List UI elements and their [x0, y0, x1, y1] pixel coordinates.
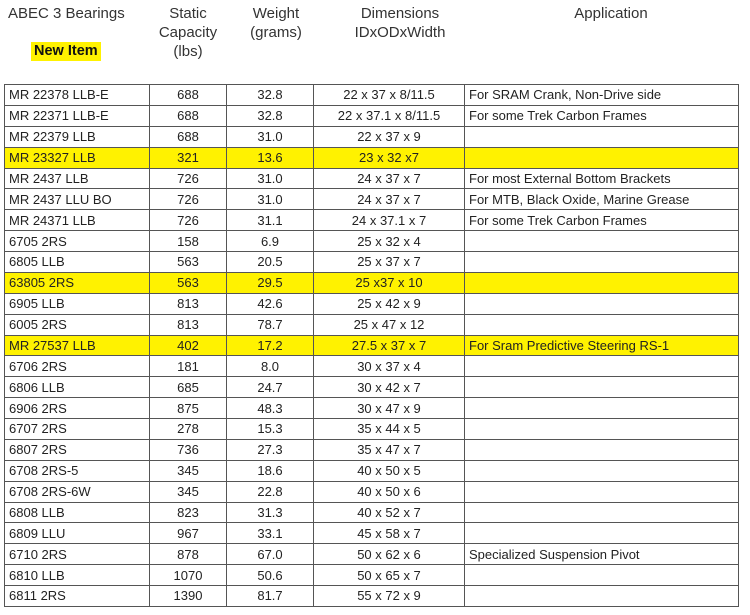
table-row [5, 272, 739, 293]
table-row [5, 586, 739, 607]
capacity-cell: 878 [150, 544, 227, 565]
weight-cell: 31.0 [227, 168, 314, 189]
part-number-cell: 6710 2RS [5, 544, 150, 565]
table-row [5, 314, 739, 335]
application-cell [465, 252, 739, 273]
table-row [5, 523, 739, 544]
application-cell: Specialized Suspension Pivot [465, 544, 739, 565]
dimensions-cell: 40 x 50 x 5 [314, 460, 465, 481]
dimensions-cell: 25 x 32 x 4 [314, 231, 465, 252]
column-header-weight: Weight (grams) [250, 5, 302, 41]
weight-cell: 24.7 [227, 377, 314, 398]
table-row [5, 210, 739, 231]
capacity-cell: 813 [150, 293, 227, 314]
table-row [5, 565, 739, 586]
capacity-cell: 345 [150, 460, 227, 481]
table-row [5, 189, 739, 210]
dimensions-cell: 35 x 47 x 7 [314, 439, 465, 460]
table-title: ABEC 3 Bearings [8, 5, 125, 22]
weight-cell: 42.6 [227, 293, 314, 314]
part-number-cell: 63805 2RS [5, 272, 150, 293]
capacity-cell: 685 [150, 377, 227, 398]
application-cell [465, 272, 739, 293]
part-number-cell: 6811 2RS [5, 586, 150, 607]
table-row [5, 252, 739, 273]
capacity-cell: 736 [150, 439, 227, 460]
weight-cell: 8.0 [227, 356, 314, 377]
table-row [5, 460, 739, 481]
table-row [5, 439, 739, 460]
new-item-legend: New Item [31, 42, 101, 61]
application-cell [465, 356, 739, 377]
table-row [5, 231, 739, 252]
weight-cell: 78.7 [227, 314, 314, 335]
weight-cell: 31.0 [227, 126, 314, 147]
weight-cell: 31.3 [227, 502, 314, 523]
capacity-cell: 688 [150, 85, 227, 106]
table-row [5, 168, 739, 189]
application-cell [465, 293, 739, 314]
part-number-cell: 6808 LLB [5, 502, 150, 523]
capacity-cell: 688 [150, 105, 227, 126]
application-cell: For MTB, Black Oxide, Marine Grease [465, 189, 739, 210]
capacity-cell: 158 [150, 231, 227, 252]
application-cell: For Sram Predictive Steering RS-1 [465, 335, 739, 356]
capacity-cell: 563 [150, 252, 227, 273]
application-cell [465, 126, 739, 147]
dimensions-cell: 30 x 42 x 7 [314, 377, 465, 398]
weight-cell: 31.0 [227, 189, 314, 210]
weight-cell: 33.1 [227, 523, 314, 544]
capacity-cell: 726 [150, 210, 227, 231]
dimensions-cell: 25 x 42 x 9 [314, 293, 465, 314]
part-number-cell: MR 22379 LLB [5, 126, 150, 147]
part-number-cell: 6906 2RS [5, 398, 150, 419]
column-header-application: Application [574, 5, 648, 22]
dimensions-cell: 23 x 32 x7 [314, 147, 465, 168]
weight-cell: 31.1 [227, 210, 314, 231]
bearings-table [4, 84, 739, 607]
weight-cell: 81.7 [227, 586, 314, 607]
part-number-cell: 6005 2RS [5, 314, 150, 335]
weight-cell: 17.2 [227, 335, 314, 356]
part-number-cell: MR 22378 LLB-E [5, 85, 150, 106]
weight-cell: 32.8 [227, 105, 314, 126]
application-cell [465, 481, 739, 502]
table-row [5, 481, 739, 502]
part-number-cell: MR 27537 LLB [5, 335, 150, 356]
part-number-cell: MR 2437 LLU BO [5, 189, 150, 210]
weight-cell: 32.8 [227, 85, 314, 106]
part-number-cell: 6708 2RS-5 [5, 460, 150, 481]
weight-cell: 48.3 [227, 398, 314, 419]
part-number-cell: MR 23327 LLB [5, 147, 150, 168]
part-number-cell: MR 24371 LLB [5, 210, 150, 231]
table-row [5, 377, 739, 398]
application-cell [465, 377, 739, 398]
part-number-cell: 6805 LLB [5, 252, 150, 273]
table-row [5, 335, 739, 356]
dimensions-cell: 25 x 47 x 12 [314, 314, 465, 335]
part-number-cell: 6807 2RS [5, 439, 150, 460]
weight-cell: 29.5 [227, 272, 314, 293]
dimensions-cell: 35 x 44 x 5 [314, 419, 465, 440]
table-row [5, 147, 739, 168]
application-cell [465, 398, 739, 419]
table-row [5, 293, 739, 314]
application-cell: For most External Bottom Brackets [465, 168, 739, 189]
dimensions-cell: 40 x 52 x 7 [314, 502, 465, 523]
dimensions-cell: 24 x 37 x 7 [314, 189, 465, 210]
capacity-cell: 1390 [150, 586, 227, 607]
part-number-cell: MR 2437 LLB [5, 168, 150, 189]
table-row [5, 419, 739, 440]
table-row [5, 105, 739, 126]
weight-cell: 15.3 [227, 419, 314, 440]
capacity-cell: 823 [150, 502, 227, 523]
dimensions-cell: 40 x 50 x 6 [314, 481, 465, 502]
table-row [5, 544, 739, 565]
application-cell [465, 565, 739, 586]
column-header-dimensions: Dimensions IDxODxWidth [354, 5, 446, 41]
bearings-table-body [5, 85, 739, 607]
dimensions-cell: 30 x 37 x 4 [314, 356, 465, 377]
weight-cell: 67.0 [227, 544, 314, 565]
table-row [5, 85, 739, 106]
capacity-cell: 181 [150, 356, 227, 377]
capacity-cell: 875 [150, 398, 227, 419]
part-number-cell: 6707 2RS [5, 419, 150, 440]
weight-cell: 27.3 [227, 439, 314, 460]
capacity-cell: 726 [150, 189, 227, 210]
part-number-cell: 6905 LLB [5, 293, 150, 314]
weight-cell: 20.5 [227, 252, 314, 273]
part-number-cell: MR 22371 LLB-E [5, 105, 150, 126]
weight-cell: 50.6 [227, 565, 314, 586]
capacity-cell: 345 [150, 481, 227, 502]
part-number-cell: 6806 LLB [5, 377, 150, 398]
dimensions-cell: 55 x 72 x 9 [314, 586, 465, 607]
dimensions-cell: 27.5 x 37 x 7 [314, 335, 465, 356]
capacity-cell: 726 [150, 168, 227, 189]
weight-cell: 6.9 [227, 231, 314, 252]
application-cell: For some Trek Carbon Frames [465, 105, 739, 126]
part-number-cell: 6708 2RS-6W [5, 481, 150, 502]
weight-cell: 18.6 [227, 460, 314, 481]
table-row [5, 398, 739, 419]
weight-cell: 13.6 [227, 147, 314, 168]
application-cell: For some Trek Carbon Frames [465, 210, 739, 231]
application-cell: For SRAM Crank, Non-Drive side [465, 85, 739, 106]
application-cell [465, 460, 739, 481]
part-number-cell: 6809 LLU [5, 523, 150, 544]
dimensions-cell: 50 x 65 x 7 [314, 565, 465, 586]
capacity-cell: 402 [150, 335, 227, 356]
application-cell [465, 523, 739, 544]
table-row [5, 502, 739, 523]
dimensions-cell: 25 x37 x 10 [314, 272, 465, 293]
capacity-cell: 967 [150, 523, 227, 544]
application-cell [465, 419, 739, 440]
dimensions-cell: 30 x 47 x 9 [314, 398, 465, 419]
dimensions-cell: 22 x 37 x 8/11.5 [314, 85, 465, 106]
table-row [5, 126, 739, 147]
dimensions-cell: 24 x 37.1 x 7 [314, 210, 465, 231]
dimensions-cell: 22 x 37 x 9 [314, 126, 465, 147]
application-cell [465, 586, 739, 607]
application-cell [465, 502, 739, 523]
dimensions-cell: 45 x 58 x 7 [314, 523, 465, 544]
application-cell [465, 314, 739, 335]
capacity-cell: 1070 [150, 565, 227, 586]
part-number-cell: 6705 2RS [5, 231, 150, 252]
weight-cell: 22.8 [227, 481, 314, 502]
dimensions-cell: 24 x 37 x 7 [314, 168, 465, 189]
column-header-capacity: Static Capacity (lbs) [158, 5, 218, 60]
capacity-cell: 278 [150, 419, 227, 440]
application-cell [465, 147, 739, 168]
application-cell [465, 439, 739, 460]
dimensions-cell: 22 x 37.1 x 8/11.5 [314, 105, 465, 126]
capacity-cell: 688 [150, 126, 227, 147]
part-number-cell: 6706 2RS [5, 356, 150, 377]
table-row [5, 356, 739, 377]
capacity-cell: 563 [150, 272, 227, 293]
capacity-cell: 813 [150, 314, 227, 335]
application-cell [465, 231, 739, 252]
part-number-cell: 6810 LLB [5, 565, 150, 586]
dimensions-cell: 50 x 62 x 6 [314, 544, 465, 565]
dimensions-cell: 25 x 37 x 7 [314, 252, 465, 273]
capacity-cell: 321 [150, 147, 227, 168]
